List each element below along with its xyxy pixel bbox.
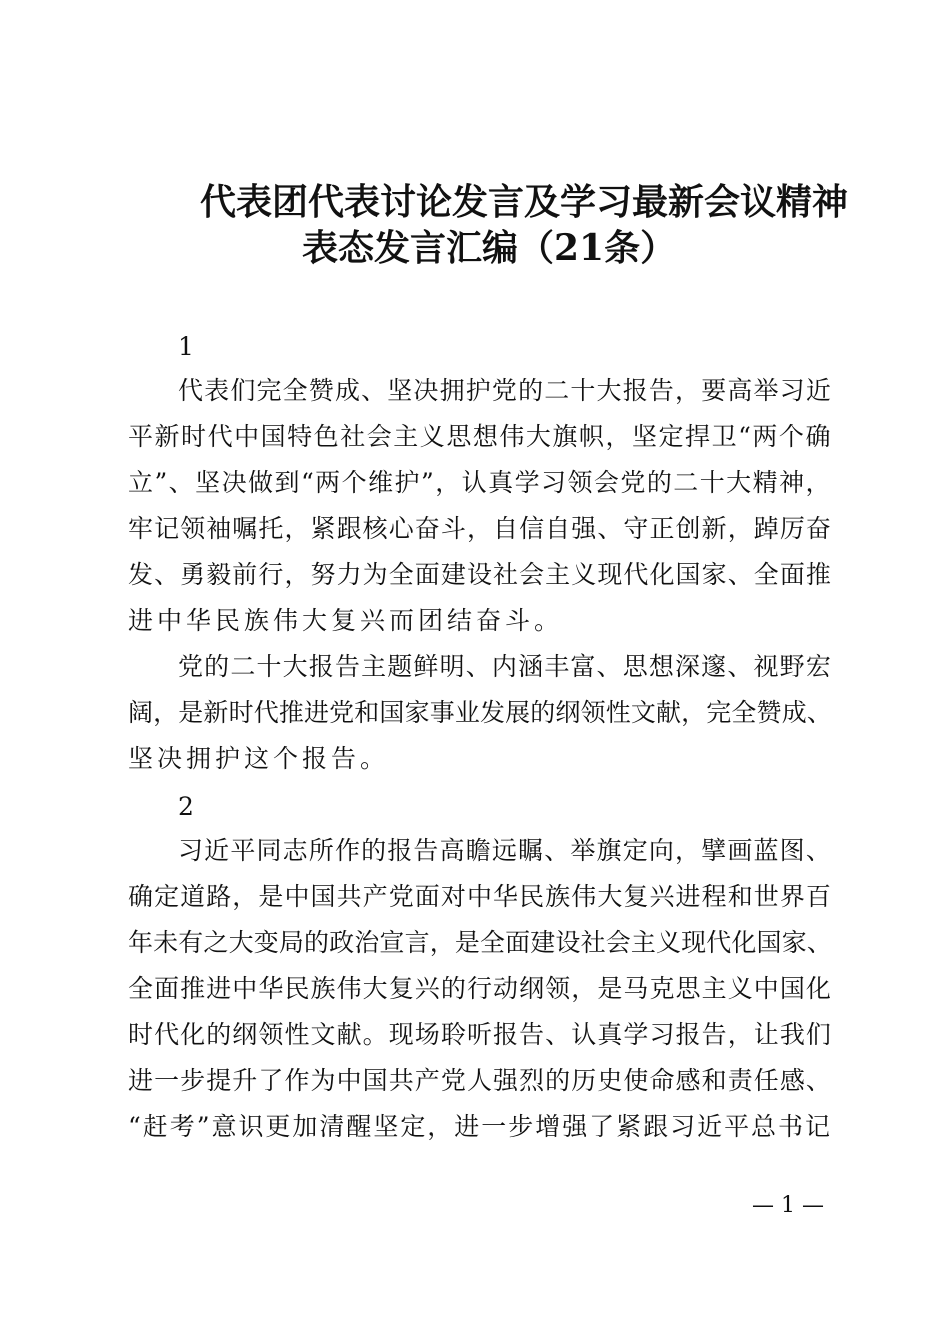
paragraph-line: 坚决拥护这个报告。 xyxy=(128,744,390,773)
page-number: — 1 — xyxy=(752,1193,824,1218)
document-title-line-1: 代表团代表讨论发言及学习最新会议精神 xyxy=(200,181,849,223)
paragraph-line: 代表们完全赞成、坚决拥护党的二十大报告，要高举习近 xyxy=(178,376,832,405)
paragraph-line: “赶考”意识更加清醒坚定，进一步增强了紧跟习近平总书记 xyxy=(128,1112,832,1141)
paragraph-line: 进一步提升了作为中国共产党人强烈的历史使命感和责任感、 xyxy=(128,1066,832,1095)
paragraph-line: 牢记领袖嘱托，紧跟核心奋斗，自信自强、守正创新，踔厉奋 xyxy=(128,514,832,543)
paragraph-line: 确定道路，是中国共产党面对中华民族伟大复兴进程和世界百 xyxy=(128,882,832,911)
paragraph-line: 平新时代中国特色社会主义思想伟大旗帜，坚定捍卫“两个确 xyxy=(128,422,832,451)
paragraph-line: 立”、坚决做到“两个维护”，认真学习领会党的二十大精神， xyxy=(128,468,832,497)
paragraph-line: 党的二十大报告主题鲜明、内涵丰富、思想深邃、视野宏 xyxy=(178,652,832,681)
paragraph-line: 进中华民族伟大复兴而团结奋斗。 xyxy=(128,606,564,635)
paragraph-line: 习近平同志所作的报告高瞻远瞩、举旗定向，擘画蓝图、 xyxy=(178,836,832,865)
section-number: 1 xyxy=(178,332,194,361)
paragraph-line: 时代化的纲领性文献。现场聆听报告、认真学习报告，让我们 xyxy=(128,1020,832,1049)
paragraph-line: 年未有之大变局的政治宣言，是全面建设社会主义现代化国家、 xyxy=(128,928,832,957)
document-title-line-2: 表态发言汇编（21条） xyxy=(302,227,677,269)
paragraph-line: 全面推进中华民族伟大复兴的行动纲领，是马克思主义中国化 xyxy=(128,974,832,1003)
paragraph-line: 阔，是新时代推进党和国家事业发展的纲领性文献，完全赞成、 xyxy=(128,698,832,727)
section-number: 2 xyxy=(178,792,194,821)
paragraph-line: 发、勇毅前行，努力为全面建设社会主义现代化国家、全面推 xyxy=(128,560,832,589)
